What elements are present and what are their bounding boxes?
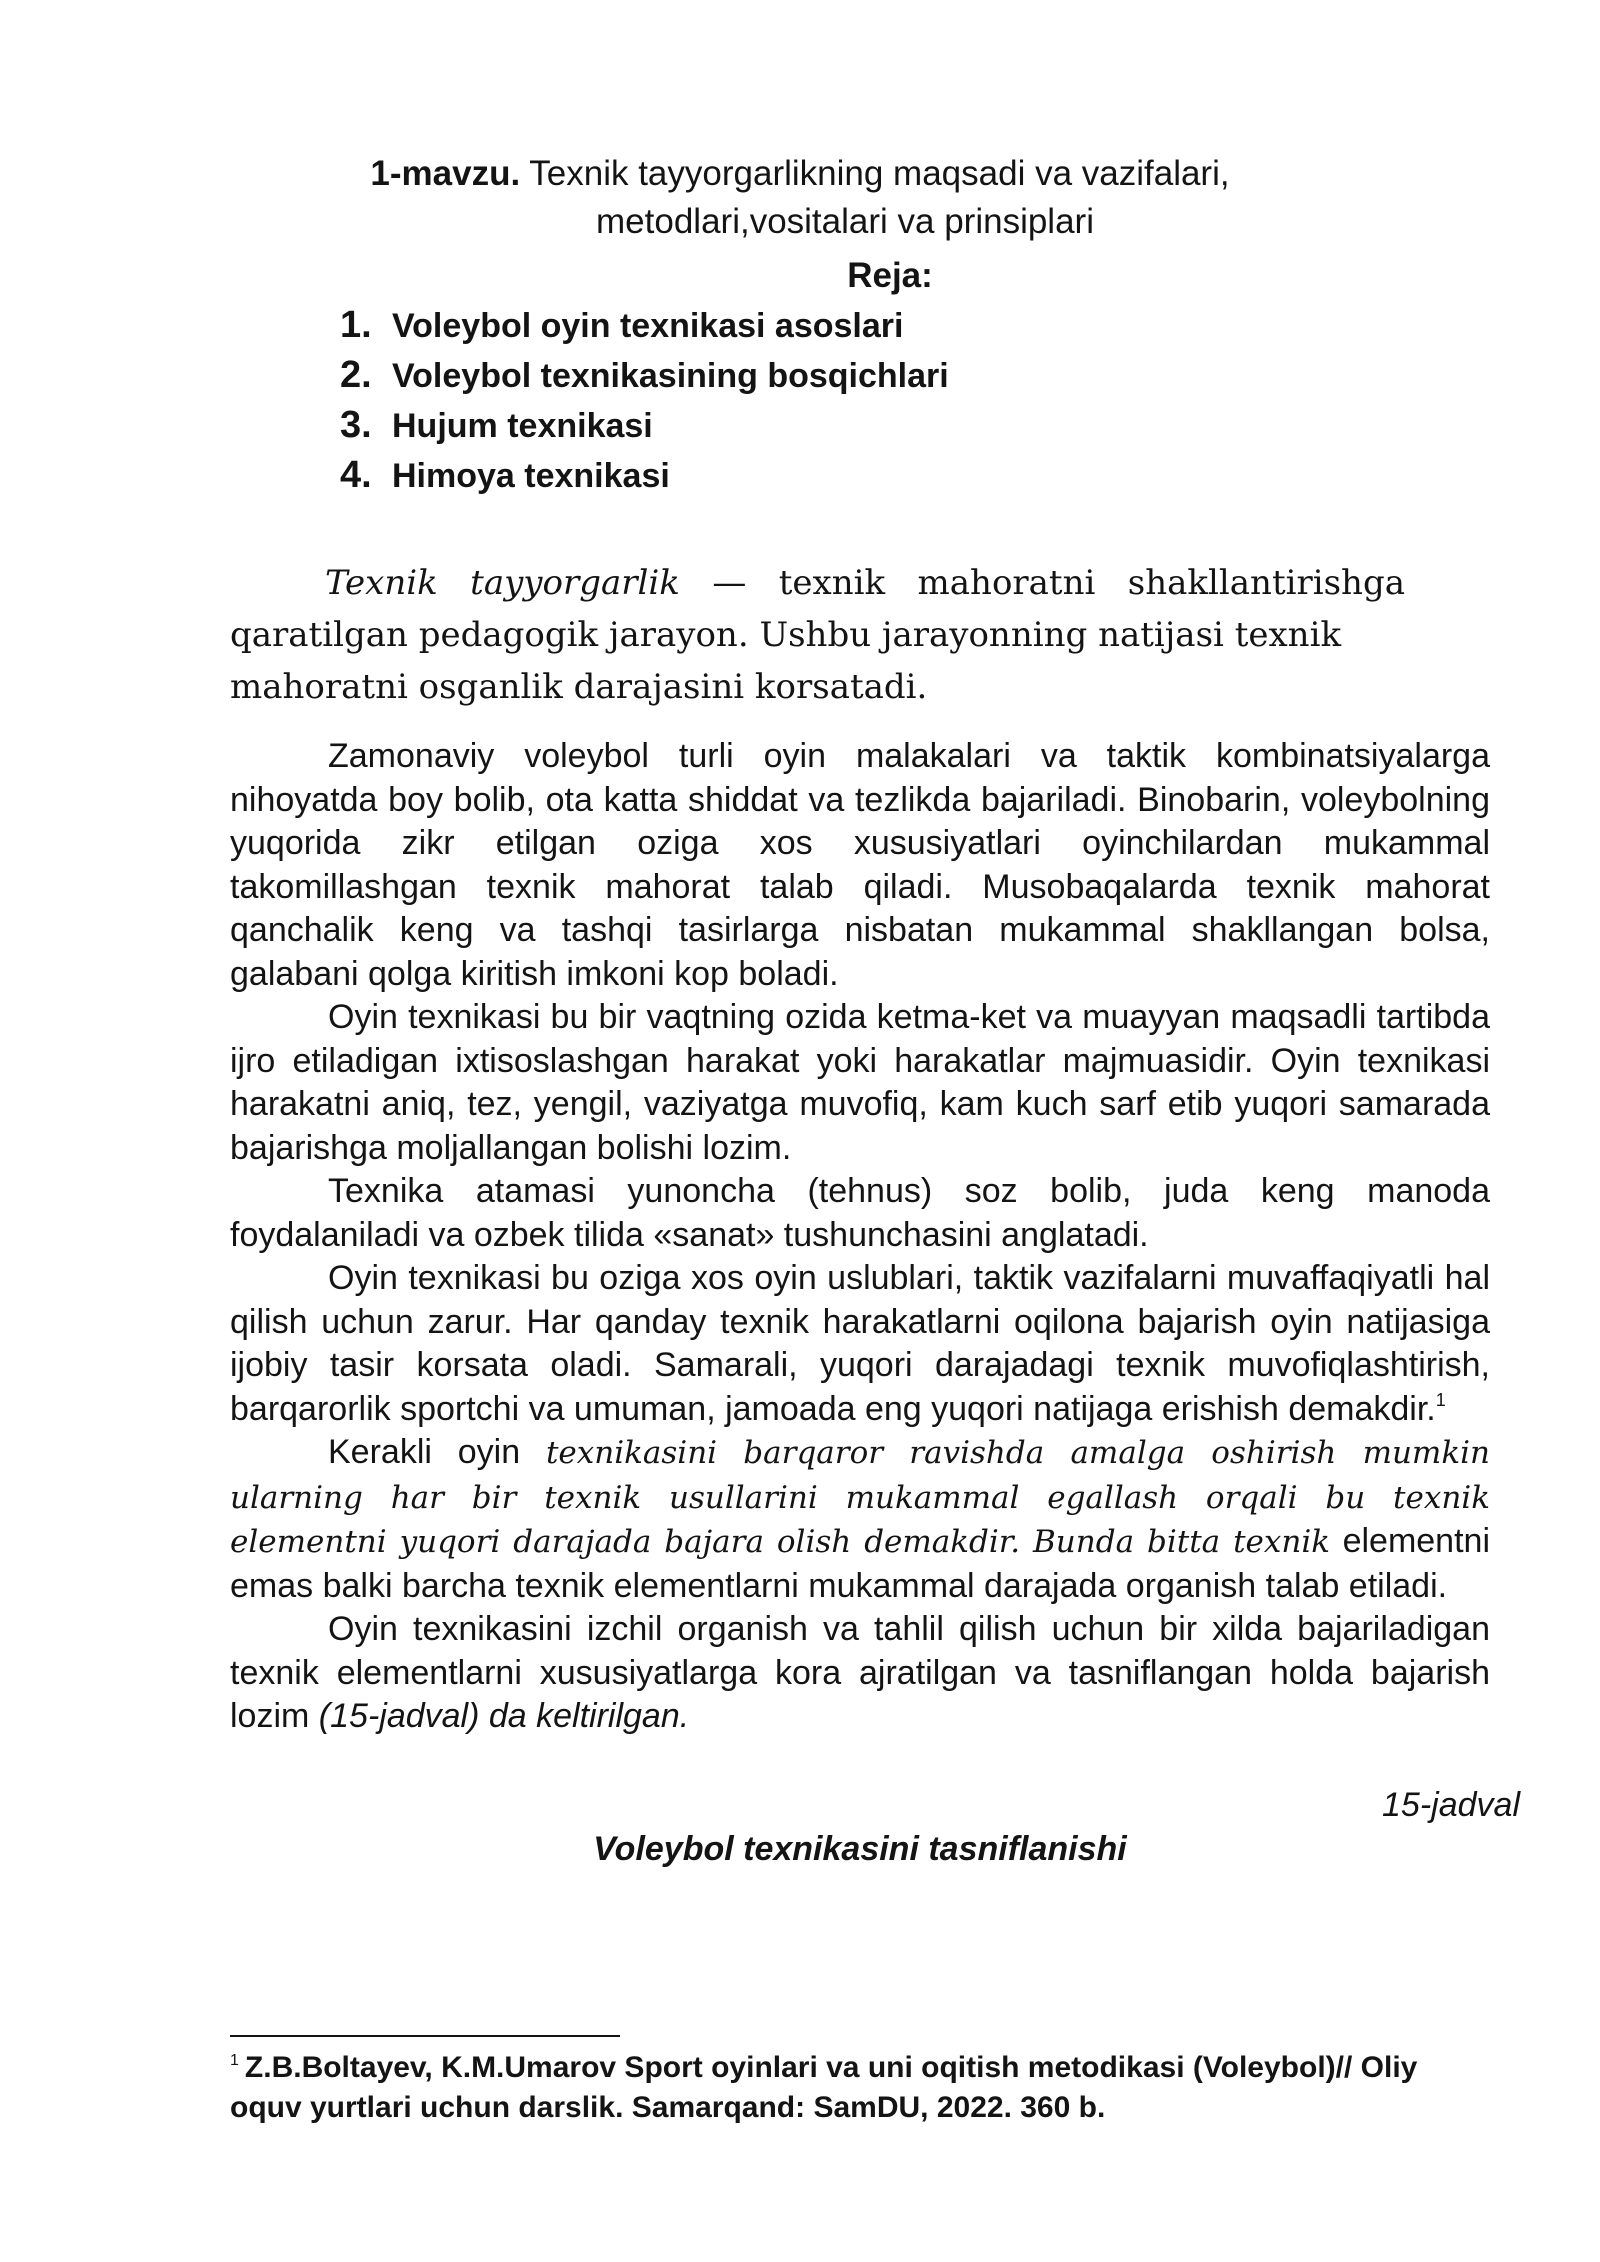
footnote-divider: [230, 2035, 620, 2037]
intro-definition: [230, 557, 1405, 713]
body-text: [230, 735, 1490, 1739]
topic-title-part2: metodlari,vositalari va prinsiplari: [596, 202, 1094, 241]
intro-line2: qaratilgan pedagogik jarayon. Ushbu jarayonning natijasi texnik: [230, 615, 1342, 655]
paragraph-5-start: Kerakli oyin: [328, 1433, 546, 1471]
footnote-reference: 1: [1435, 1389, 1446, 1410]
plan-title: Reja:: [847, 256, 933, 295]
plan-item-number: 1.: [340, 304, 372, 346]
topic-label: 1-mavzu.: [370, 154, 521, 193]
plan-item: [340, 354, 949, 404]
topic-heading: [230, 150, 1370, 246]
plan-item: [340, 404, 949, 454]
paragraph-5: [230, 1431, 1490, 1608]
intro-line3: mahoratni osganlik darajasini korsatadi.: [230, 667, 928, 707]
paragraph-6-start: Oyin texnikasini izchil organish va tahlil qilish uchun bir xilda bajariladigan texnik elementlarni xususiyatlarga kora ajratilgan va tasniflangan holda bajarish lozim: [230, 1610, 1490, 1735]
paragraph-3: Texnika atamasi yunoncha (tehnus) soz bolib, juda keng manoda foydalaniladi va ozbek tilida «sanat» tushunchasini anglatadi.: [230, 1172, 1490, 1254]
plan-list: [340, 304, 949, 504]
plan-item-number: 4.: [340, 454, 372, 496]
table-number: 15-jadval: [1382, 1786, 1520, 1824]
footnote-text: Z.B.Boltayev, K.M.Umarov Sport oyinlari va uni oqitish metodikasi (Voleybol)// Oliy oquv yurtlari uchun darslik. Samarqand: SamDU, 2022. 360 b.: [230, 2051, 1418, 2124]
footnote-mark: 1: [230, 2052, 239, 2069]
paragraph-1: Zamonaviy voleybol turli oyin malakalari va taktik kombinatsiyalarga nihoyatda boy bolib, ota katta shiddat va tezlikda bajariladi. Binobarin, voleybolning yuqorida zikr etilgan oziga xos xususiyatlari oyinchilardan mukammal takomillashgan texnik mahorat talab qiladi. Musobaqalarda texnik mahorat qanchalik keng va tashqi tasirlarga nisbatan mukammal shakllangan bolsa, galabani qolga kiritish imkoni kop boladi.: [230, 737, 1490, 993]
paragraph-4: [230, 1257, 1490, 1431]
paragraph-2: Oyin texnikasi bu bir vaqtning ozida ketma-ket va muayyan maqsadli tartibda ijro etiladigan ixtisoslashgan harakat yoki harakatlar majmuasidir. Oyin texnikasi harakatni aniq, tez, yengil, vaziyatga muvofiq, kam kuch sarf etib yuqori samarada bajarishga moljallangan bolishi lozim.: [230, 998, 1490, 1167]
footnote: [230, 2048, 1490, 2128]
paragraph-6-italic: (15-jadval) da keltirilgan.: [318, 1697, 690, 1735]
plan-item-number: 3.: [340, 404, 372, 446]
intro-line1: [230, 557, 1405, 609]
paragraph-5-end: elementni emas balki barcha texnik elementlarni mukammal darajada organish talab etiladi.: [230, 1522, 1491, 1605]
plan-item: [340, 454, 949, 504]
paragraph-6: [230, 1608, 1490, 1739]
table-title: Voleybol texnikasini tasniflanishi: [593, 1830, 1127, 1868]
topic-heading-line1: [230, 150, 1370, 198]
paragraph-4-text: Oyin texnikasi bu oziga xos oyin uslublari, taktik vazifalarni muvaffaqiyatli hal qilish uchun zarur. Har qanday texnik harakatlarni oqilona bajarish oyin natijasiga ijobiy tasir korsata oladi. Samarali, yuqori darajadagi texnik muvofiqlashtirish, barqarorlik sportchi va umuman, jamoada eng yuqori natijaga erishish demakdir.: [230, 1259, 1490, 1428]
paragraph-5-italic: texnikasini barqaror ravishda amalga oshirish mumkin ularning har bir texnik usullarini mukammal egallash orqali bu texnik elementni yuqori darajada bajara olish demakdir. Bunda bitta texnik: [230, 1435, 1490, 1560]
plan-item-text: Voleybol oyin texnikasi asoslari: [392, 307, 904, 345]
topic-title-part1: Texnik tayyorgarlikning maqsadi va vazifalari,: [529, 154, 1230, 193]
plan-item-text: Hujum texnikasi: [392, 407, 653, 445]
intro-line1-rest: — texnik mahoratni shakllantirishga: [679, 563, 1405, 603]
plan-item: [340, 304, 949, 354]
plan-item-text: Himoya texnikasi: [392, 457, 670, 495]
plan-item-number: 2.: [340, 354, 372, 396]
plan-item-text: Voleybol texnikasining bosqichlari: [392, 357, 949, 395]
defined-term: Texnik tayyorgarlik: [325, 563, 680, 603]
